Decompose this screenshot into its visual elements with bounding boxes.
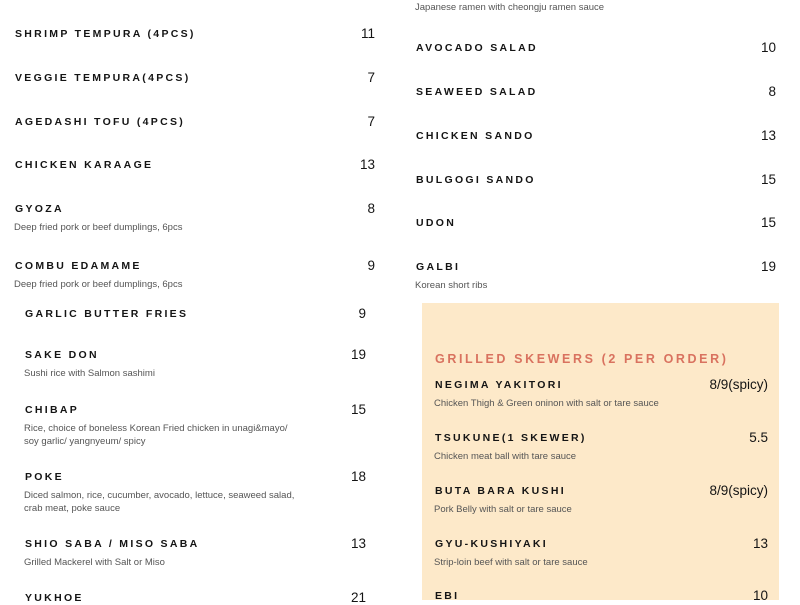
item-name: GYOZA bbox=[15, 203, 64, 215]
item-description: Pork Belly with salt or tare sauce bbox=[434, 504, 572, 515]
item-price: 13 bbox=[752, 536, 768, 551]
item-price: 21 bbox=[350, 590, 366, 605]
item-price: 8/9(spicy) bbox=[709, 483, 768, 498]
item-name: EBI bbox=[435, 590, 460, 602]
item-name: POKE bbox=[25, 471, 64, 483]
item-price: 18 bbox=[350, 469, 366, 484]
item-name: SHRIMP TEMPURA (4PCS) bbox=[15, 28, 196, 40]
item-price: 13 bbox=[760, 128, 776, 143]
item-price: 9 bbox=[358, 306, 366, 321]
item-price: 13 bbox=[350, 536, 366, 551]
item-name: COMBU EDAMAME bbox=[15, 260, 142, 272]
item-name: YUKHOE bbox=[25, 592, 84, 604]
item-name: CHICKEN KARAAGE bbox=[15, 159, 154, 171]
item-description bbox=[24, 489, 294, 515]
item-name: CHIBAP bbox=[25, 404, 80, 416]
item-description: Deep fried pork or beef dumplings, 6pcs bbox=[14, 222, 183, 233]
description-line: crab meat, poke sauce bbox=[24, 503, 121, 514]
item-description: Sushi rice with Salmon sashimi bbox=[24, 368, 155, 379]
item-description: Chicken meat ball with tare sauce bbox=[434, 451, 577, 462]
item-price: 7 bbox=[367, 114, 375, 129]
item-price: 10 bbox=[752, 588, 768, 603]
item-name: TSUKUNE(1 SKEWER) bbox=[435, 432, 587, 444]
item-price: 8 bbox=[367, 201, 375, 216]
item-name: BUTA BARA KUSHI bbox=[435, 485, 566, 497]
skewers-section-title: GRILLED SKEWERS (2 PER ORDER) bbox=[435, 352, 729, 366]
item-price: 5.5 bbox=[749, 430, 768, 445]
item-price: 19 bbox=[760, 259, 776, 274]
item-name: SHIO SABA / MISO SABA bbox=[25, 538, 200, 550]
item-price: 9 bbox=[367, 258, 375, 273]
item-name: BULGOGI SANDO bbox=[416, 174, 536, 186]
item-name: SEAWEED SALAD bbox=[416, 86, 538, 98]
item-name: SAKE DON bbox=[25, 349, 99, 361]
item-price: 13 bbox=[359, 157, 375, 172]
item-name: CHICKEN SANDO bbox=[416, 130, 535, 142]
item-price: 15 bbox=[760, 172, 776, 187]
item-price: 8 bbox=[768, 84, 776, 99]
item-name: AGEDASHI TOFU (4PCS) bbox=[15, 116, 186, 128]
item-name: UDON bbox=[416, 217, 457, 229]
item-price: 15 bbox=[760, 215, 776, 230]
item-price: 10 bbox=[760, 40, 776, 55]
item-name: GYU-KUSHIYAKI bbox=[435, 538, 548, 550]
item-price: 8/9(spicy) bbox=[709, 377, 768, 392]
item-description: Chicken Thigh & Green oninon with salt or tare sauce bbox=[434, 398, 659, 409]
item-price: 19 bbox=[350, 347, 366, 362]
description-line: Diced salmon, rice, cucumber, avocado, lettuce, seaweed salad, bbox=[24, 490, 295, 501]
item-price: 7 bbox=[367, 70, 375, 85]
item-name: AVOCADO SALAD bbox=[416, 42, 538, 54]
ramen-description: Japanese ramen with cheongju ramen sauce bbox=[415, 2, 605, 13]
description-line: Rice, choice of boneless Korean Fried chicken in unagi&mayo/ bbox=[24, 423, 288, 434]
item-name: GARLIC BUTTER FRIES bbox=[25, 308, 189, 320]
item-price: 11 bbox=[360, 26, 375, 41]
item-name: NEGIMA YAKITORI bbox=[435, 379, 563, 391]
item-price: 15 bbox=[350, 402, 366, 417]
item-description bbox=[24, 422, 288, 448]
item-description: Deep fried pork or beef dumplings, 6pcs bbox=[14, 279, 183, 290]
item-name: VEGGIE TEMPURA(4PCS) bbox=[15, 72, 191, 84]
item-description: Korean short ribs bbox=[415, 280, 488, 291]
item-description: Grilled Mackerel with Salt or Miso bbox=[24, 557, 165, 568]
description-line: soy garlic/ yangnyeum/ spicy bbox=[24, 436, 146, 447]
item-name: GALBI bbox=[416, 261, 461, 273]
item-description: Strip-loin beef with salt or tare sauce bbox=[434, 557, 588, 568]
